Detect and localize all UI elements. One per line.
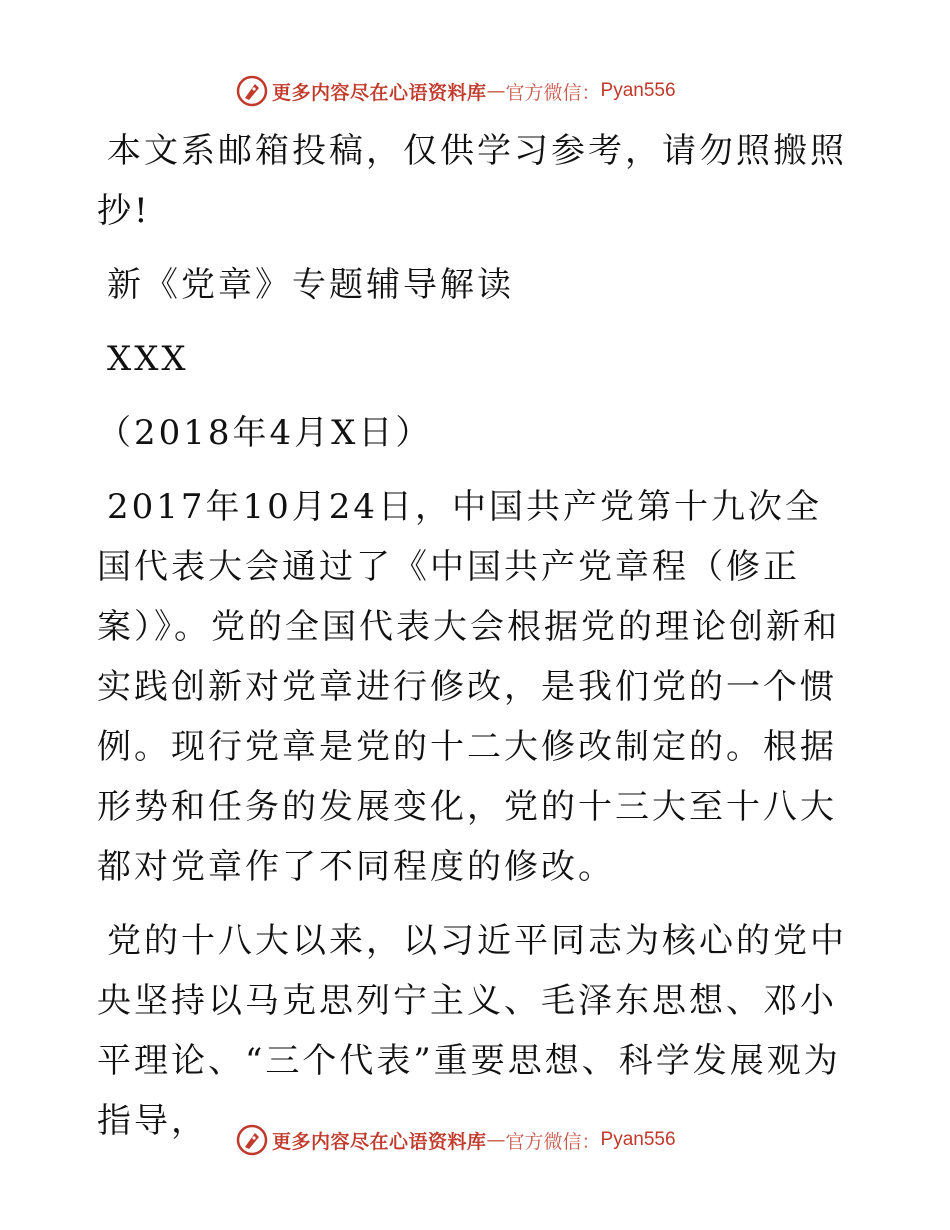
watermark-wechat-id: Pyan556 xyxy=(600,80,676,101)
body-paragraph: 2017年10月24日，中国共产党第十九次全国代表大会通过了《中国共产党章程（修正案）》。党的全国代表大会根据党的理论创新和实践创新对党章进行修改，是我们党的一个惯例。现行党章是党的十二大修改制定的。根据形势和任务的发展变化，党的十三大至十八大都对党章作了不同程度的修改。 xyxy=(97,487,840,887)
watermark-brand-text: 更多内容尽在心语资料库 xyxy=(272,1130,487,1153)
pen-nib-circle-icon xyxy=(236,75,268,107)
pen-nib-circle-icon xyxy=(236,1124,268,1156)
notice-text: 本文系邮箱投稿，仅供学习参考，请勿照搬照抄! xyxy=(97,131,847,231)
document-title: 新《党章》专题辅导解读 xyxy=(107,265,514,305)
watermark-separator: — xyxy=(486,80,506,102)
watermark-brand-text: 更多内容尽在心语资料库 xyxy=(272,81,487,104)
document-date: （2018年4月X日） xyxy=(97,413,433,453)
document-body xyxy=(97,121,857,1151)
header-watermark xyxy=(236,74,756,108)
document-author: XXX xyxy=(107,339,189,379)
watermark-separator: — xyxy=(486,1129,506,1151)
watermark-wechat-label: 官方微信： xyxy=(505,1130,601,1153)
watermark-wechat-label: 官方微信： xyxy=(505,81,601,104)
footer-watermark xyxy=(236,1123,756,1157)
watermark-wechat-id: Pyan556 xyxy=(600,1129,676,1150)
body-paragraph: 党的十八大以来，以习近平同志为核心的党中央坚持以马克思列宁主义、毛泽东思想、邓小平理论、“三个代表”重要思想、科学发展观为指导， xyxy=(97,921,847,1141)
